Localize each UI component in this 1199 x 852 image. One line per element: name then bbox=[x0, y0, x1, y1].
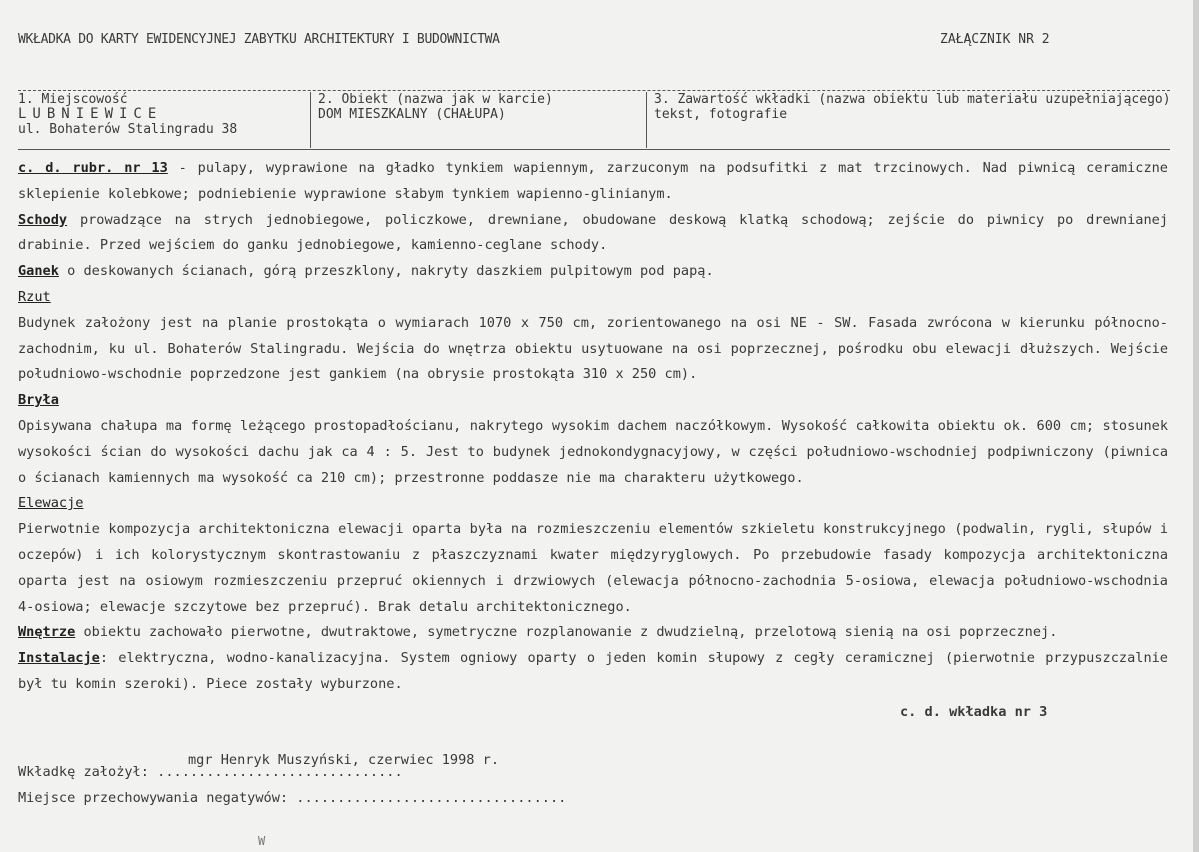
section-heading: c. d. rubr. nr 13 bbox=[18, 160, 168, 176]
founder-label: Wkładkę założył: bbox=[18, 764, 149, 780]
heading-elevations bbox=[18, 491, 1168, 517]
contents-value: tekst, fotografie bbox=[654, 107, 788, 122]
founder-dots: .............................. bbox=[157, 764, 403, 780]
paragraph-interior bbox=[18, 620, 1168, 646]
heading-massing bbox=[18, 388, 1168, 414]
paragraph-plan: Budynek założony jest na planie prostokąta o wymiarach 1070 x 750 cm, zorientowanego na osi NE - SW. Fasada zwrócona w kierunku północno-zachodnim, ku ul. Bohaterów Stalingradu. Wejścia do wnętrza obiektu usytuowane na osi poprzecznej, pośrodku obu elewacji dłuższych. Wejście południowo-wschodnie poprzedzone jest gankiem (na obrysie prostokąta 310 x 250 cm). bbox=[18, 314, 1168, 383]
paragraph-stairs bbox=[18, 208, 1168, 260]
scan-edge bbox=[1193, 0, 1199, 852]
paragraph-text: - pulapy, wyprawione na gładko tynkiem wapiennym, zarzuconym na podsufitki z mat trzcinowych. Nad piwnicą ceramiczne sklepienie kolebkowe; podniebienie wyprawione słabym tynkiem wapienno-glinianym. bbox=[18, 160, 1168, 202]
attachment-number: ZAŁĄCZNIK NR 2 bbox=[940, 32, 1050, 47]
continued-note: c. d. wkładka nr 3 bbox=[900, 704, 1048, 720]
box-object-label: 2. Obiekt (nazwa jak w karcie) bbox=[318, 92, 553, 107]
section-heading: Schody bbox=[18, 211, 68, 228]
box-divider bbox=[646, 92, 647, 148]
paragraph-installations bbox=[18, 646, 1168, 698]
paragraph-text: : elektryczna, wodno-kanalizacyjna. System ogniowy oparty o jeden komin słupowy z cegły ceramicznej (pierwotnie przypuszczalnie był tu komin szeroki). Piece zostały wyburzone. bbox=[18, 650, 1168, 692]
box-divider bbox=[310, 92, 311, 148]
section-heading: Ganek bbox=[18, 263, 59, 280]
box-location-label: 1. Miejscowość bbox=[18, 92, 128, 107]
storage-label: Miejsce przechowywania negatywów: bbox=[18, 790, 289, 806]
founder-value: mgr Henryk Muszyński, czerwiec 1998 r. bbox=[188, 752, 499, 768]
town-name: LUBNIEWICE bbox=[18, 106, 163, 122]
section-heading: Elewacje bbox=[18, 495, 84, 512]
box-object bbox=[318, 92, 640, 148]
header-bottom-rule bbox=[18, 149, 1170, 150]
paragraph-ceilings bbox=[18, 156, 1168, 208]
paragraph-porch bbox=[18, 259, 1168, 285]
paragraph-massing: Opisywana chałupa ma formę leżącego prostopadłościanu, nakrytego wysokim dachem naczółkowym. Wysokość całkowita obiektu ok. 600 cm; stosunek wysokości ścian do wysokości dachu jak ca 4 : 5. Jest to budynek jednokondygnacyjowy, w części południowo-wschodniej podpiwniczony (piwnica o ścianach kamiennych ma wysokość ca 210 cm); przestronne poddasze nie ma charakteru użytkowego. bbox=[18, 417, 1168, 486]
founder-line bbox=[18, 752, 499, 780]
section-heading: Instalacje bbox=[18, 650, 100, 667]
box-contents bbox=[654, 92, 1174, 148]
page-mark: W bbox=[258, 834, 266, 848]
paragraph-text: obiektu zachowało pierwotne, dwutraktowe, symetryczne rozplanowanie z dwudzielną, przelotową sienią na osi poprzecznej. bbox=[75, 624, 1058, 641]
paragraph-elevations: Pierwotnie kompozycja architektoniczna elewacji oparta była na rozmieszczeniu elementów szkieletu konstrukcyjnego (podwalin, rygli, słupów i oczepów) i ich kolorystycznym skontrastowaniu z płaszczyznami kwater międzyryglowych. Po przebudowie fasady kompozycja architektoniczna oparta jest na osiowym rozmieszczeniu przepruć okiennych i drzwiowych (elewacja północno-zachodnia 5-osiowa, elewacja południowo-wschodnia 4-osiowa; elewacje szczytowe bez przepruć). Brak detalu architektonicznego. bbox=[18, 521, 1168, 615]
header-title: WKŁADKA DO KARTY EWIDENCYJNEJ ZABYTKU ARCHITEKTURY I BUDOWNICTWA bbox=[18, 32, 500, 47]
storage-dots: ................................. bbox=[296, 790, 567, 806]
section-heading: Rzut bbox=[18, 288, 51, 305]
street-address: ul. Bohaterów Stalingradu 38 bbox=[18, 122, 238, 137]
box-location bbox=[18, 92, 308, 148]
paragraph-text: prowadzące na strych jednobiegowe, policzkowe, drewniane, obudowane deskową klatką schodową; zejście do piwnicy po drewnianej drabinie. Przed wejściem do ganku jednobiegowe, kamienno-ceglane schody. bbox=[18, 211, 1168, 254]
box-contents-label: 3. Zawartość wkładki (nazwa obiektu lub materiału uzupełniającego) bbox=[654, 92, 1171, 107]
object-name: DOM MIESZKALNY (CHAŁUPA) bbox=[318, 107, 506, 122]
paragraph-text: o deskowanych ścianach, górą przeszklony, nakryty daszkiem pulpitowym pod papą. bbox=[58, 263, 714, 280]
storage-line bbox=[18, 790, 566, 806]
heading-plan bbox=[18, 285, 1168, 311]
section-heading: Wnętrze bbox=[18, 624, 76, 641]
section-heading: Bryła bbox=[18, 392, 59, 409]
description-body bbox=[18, 156, 1168, 698]
header-top-rule bbox=[18, 90, 1170, 91]
